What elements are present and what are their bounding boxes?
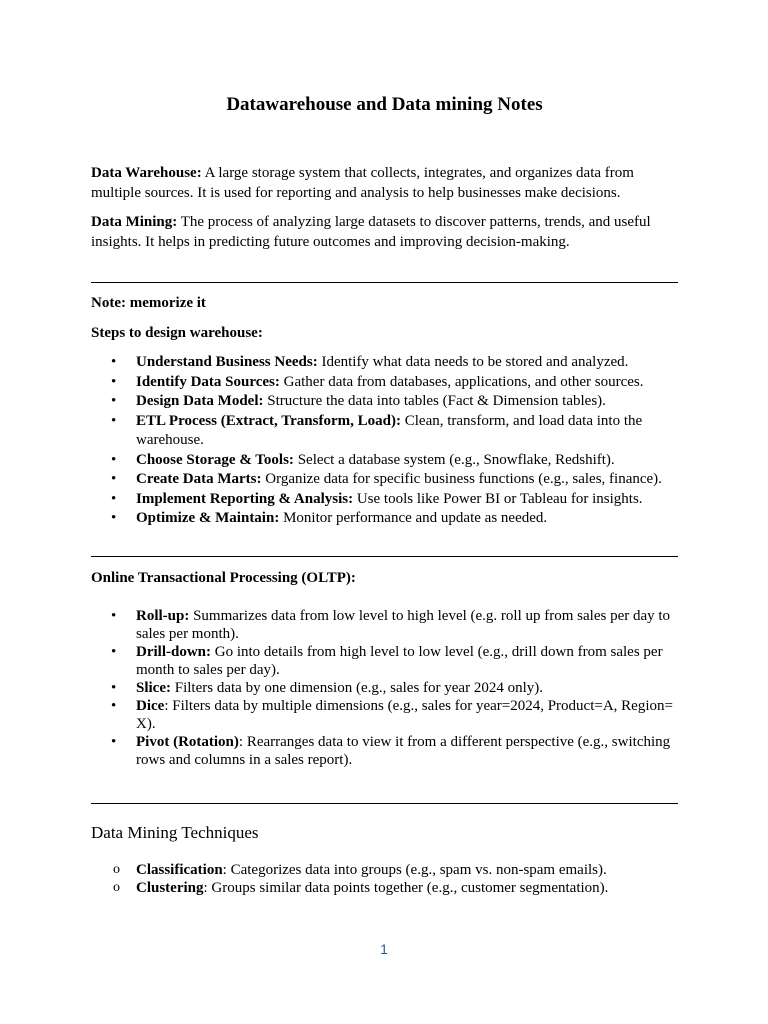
item-text: Filters data by one dimension (e.g., sales for year 2024 only). bbox=[171, 680, 543, 696]
list-item bbox=[91, 879, 678, 897]
circle-bullet-icon: o bbox=[113, 880, 120, 895]
definition-term: Data Warehouse: bbox=[91, 165, 202, 181]
bullet-icon: • bbox=[111, 734, 117, 750]
list-item bbox=[91, 697, 678, 733]
document-title: Datawarehouse and Data mining Notes bbox=[226, 94, 543, 115]
item-text: Go into details from high level to low level (e.g., drill down from sales per month to sales per day). bbox=[136, 644, 663, 678]
item-term: Roll-up: bbox=[136, 608, 190, 624]
item-term: Choose Storage & Tools: bbox=[136, 451, 294, 468]
oltp-list bbox=[91, 607, 678, 769]
bullet-icon: • bbox=[111, 608, 117, 624]
item-term: Clustering bbox=[136, 880, 204, 896]
item-text: Clean, transform, and load data into the warehouse. bbox=[136, 412, 643, 448]
bullet-icon: • bbox=[111, 393, 117, 409]
definition-term: Data Mining: bbox=[91, 214, 178, 230]
list-item bbox=[91, 607, 678, 643]
bullet-icon: • bbox=[111, 510, 117, 526]
horizontal-rule bbox=[91, 556, 678, 557]
definition-text: A large storage system that collects, integrates, and organizes data from multiple sources. It is used for reporting and analysis to help businesses make decisions. bbox=[91, 165, 634, 201]
bullet-icon: • bbox=[111, 471, 117, 487]
bullet-icon: • bbox=[111, 451, 117, 468]
list-item bbox=[91, 451, 678, 471]
page-number: 1 bbox=[380, 941, 388, 957]
list-item bbox=[91, 470, 678, 490]
item-text: : Rearranges data to view it from a different perspective (e.g., switching rows and columns in a sales report). bbox=[136, 734, 671, 768]
definition-text: The process of analyzing large datasets to discover patterns, trends, and useful insights. It helps in predicting future outcomes and improving decision-making. bbox=[91, 214, 651, 250]
mining-heading: Data Mining Techniques bbox=[91, 823, 259, 842]
list-item bbox=[91, 353, 678, 373]
definition-data-mining bbox=[91, 213, 678, 252]
circle-bullet-icon: o bbox=[113, 862, 120, 877]
bullet-icon: • bbox=[111, 412, 117, 429]
item-text: Gather data from databases, applications, and other sources. bbox=[279, 373, 644, 390]
bullet-icon: • bbox=[111, 490, 117, 507]
horizontal-rule bbox=[91, 803, 678, 804]
mining-list bbox=[91, 861, 678, 897]
list-item bbox=[91, 509, 678, 529]
bullet-icon: • bbox=[111, 644, 117, 660]
item-term: Create Data Marts: bbox=[136, 471, 262, 487]
list-item bbox=[91, 861, 678, 879]
item-text: : Categorizes data into groups (e.g., spam vs. non-spam emails). bbox=[222, 862, 607, 878]
item-text: Structure the data into tables (Fact & Dimension tables). bbox=[263, 393, 606, 409]
bullet-icon: • bbox=[111, 354, 117, 370]
item-term: Classification bbox=[136, 862, 223, 878]
item-term: Identify Data Sources: bbox=[136, 373, 280, 390]
bullet-icon: • bbox=[111, 698, 117, 714]
list-item bbox=[91, 412, 678, 451]
definition-data-warehouse bbox=[91, 164, 678, 203]
list-item bbox=[91, 679, 678, 697]
item-text: Summarizes data from low level to high level (e.g. roll up from sales per day to sales per month). bbox=[136, 608, 671, 642]
bullet-icon: • bbox=[111, 373, 117, 390]
item-term: Implement Reporting & Analysis: bbox=[136, 490, 354, 507]
bullet-icon: • bbox=[111, 680, 117, 696]
list-item bbox=[91, 490, 678, 510]
item-term: Drill-down: bbox=[136, 644, 211, 660]
list-item bbox=[91, 643, 678, 679]
item-text: Identify what data needs to be stored and analyzed. bbox=[317, 354, 629, 370]
item-term: Dice bbox=[136, 698, 165, 714]
item-text: : Filters data by multiple dimensions (e.g., sales for year=2024, Product=A, Region= X). bbox=[136, 698, 673, 732]
oltp-heading: Online Transactional Processing (OLTP): bbox=[91, 570, 356, 586]
item-term: Design Data Model: bbox=[136, 393, 264, 409]
item-term: Pivot (Rotation) bbox=[136, 734, 239, 750]
item-term: Optimize & Maintain: bbox=[136, 510, 280, 526]
steps-list bbox=[91, 353, 678, 529]
steps-heading: Steps to design warehouse: bbox=[91, 325, 263, 341]
item-text: Organize data for specific business functions (e.g., sales, finance). bbox=[261, 471, 662, 487]
note-label: Note: memorize it bbox=[91, 295, 206, 311]
item-text: Select a database system (e.g., Snowflake, Redshift). bbox=[293, 451, 615, 468]
item-term: Slice: bbox=[136, 680, 171, 696]
horizontal-rule bbox=[91, 282, 678, 283]
list-item bbox=[91, 733, 678, 769]
list-item bbox=[91, 373, 678, 393]
item-text: Monitor performance and update as needed. bbox=[279, 510, 548, 526]
item-text: Use tools like Power BI or Tableau for insights. bbox=[353, 490, 643, 507]
item-text: : Groups similar data points together (e.g., customer segmentation). bbox=[203, 880, 609, 896]
list-item bbox=[91, 392, 678, 412]
item-term: ETL Process (Extract, Transform, Load): bbox=[136, 412, 401, 429]
item-term: Understand Business Needs: bbox=[136, 354, 318, 370]
